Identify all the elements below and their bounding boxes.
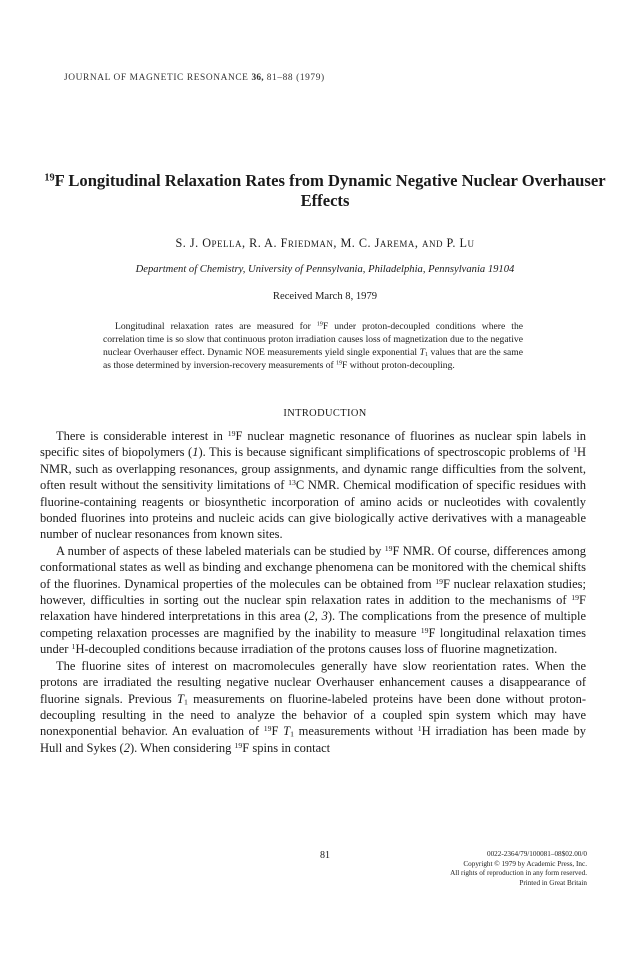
- body-sup: 1: [71, 642, 76, 652]
- body-text: F nuclear magnetic resonance of fluorines as nuclear spin labels in specific sites of biopolymers (: [40, 429, 586, 460]
- abstract: [103, 320, 523, 372]
- paragraph-3: [40, 658, 586, 756]
- body-text: measurements on fluorine-labeled proteins have been done without proton-decoupling resulting in the need to analyze the behavior of a coupled spin system which may have nonexponential behavior. An evaluation of: [40, 691, 586, 739]
- body-text: F nuclear relaxation studies; however, difficulties in sorting out the nuclear spin relaxation rates in addition to the mechanisms of: [40, 576, 586, 608]
- body-sup: 19: [227, 428, 236, 438]
- body-text: H NMR, such as overlapping resonances, group assignments, and dynamic range difficulties from the solvent, often result without the sensitivity limitations of: [40, 445, 586, 493]
- body-sup: 19: [420, 625, 429, 635]
- paragraph-1: [40, 428, 586, 543]
- body-sub: 1: [290, 729, 294, 739]
- body-text: F spins in contact: [242, 740, 331, 755]
- journal-volume: 36,: [251, 73, 264, 83]
- printed-line: Printed in Great Britain: [519, 878, 587, 887]
- abstract-sub: 1: [424, 352, 428, 359]
- body-text: A number of aspects of these labeled materials can be studied by: [56, 543, 385, 558]
- journal-header: [64, 73, 325, 83]
- body-text: The fluorine sites of interest on macromolecules generally have slow reorientation rates. When the protons are irradiated the resulting negative nuclear Overhauser enhancement causes a disappearance of fluorine signals. Previous: [40, 658, 586, 706]
- body-text: measurements without: [293, 724, 418, 739]
- article-body: [40, 428, 586, 756]
- body-text: F relaxation have hindered interpretations in this area (: [40, 593, 586, 624]
- body-text: F NMR. Of course, differences among conformational states as well as binding and exchange phenomena can be monitored with the chemical shifts of the fluorines. Dynamical properties of the molecules can be obtained from: [40, 543, 586, 591]
- journal-name: JOURNAL OF MAGNETIC RESONANCE: [64, 73, 249, 83]
- body-sup: 19: [571, 592, 580, 602]
- citation: 2: [123, 740, 130, 755]
- copyright-block: [450, 850, 587, 888]
- body-text: H-decoupled conditions because irradiation of the protons causes loss of fluorine magnetization.: [75, 642, 558, 657]
- body-sub: 1: [183, 697, 188, 707]
- abstract-symbol: T: [419, 347, 425, 358]
- body-sup: 1: [417, 724, 422, 734]
- body-text: F: [271, 724, 284, 739]
- body-symbol: T: [177, 691, 184, 706]
- author-list: S. J. Opella, R. A. Friedman, M. C. Jarema, and P. Lu: [175, 236, 475, 250]
- body-sup: 1: [573, 445, 577, 455]
- title-text: F Longitudinal Relaxation Rates from Dynamic Negative Nuclear Overhauser Effects: [54, 171, 606, 210]
- rights-line: All rights of reproduction in any form reserved.: [450, 869, 587, 878]
- body-sup: 19: [384, 543, 393, 553]
- body-text: F longitudinal relaxation times under: [40, 625, 586, 657]
- body-sup: 19: [435, 576, 443, 586]
- page-number: 81: [320, 850, 330, 861]
- body-text: C NMR. Chemical modification of specific residues with fluorine-containing reagents or biosynthetic incorporation of amino acids or nucleotides with covalently bonded fluorines into proteins and nucleic acids can give biologically active derivatives with a manageable number of nuclear resonances from known sites.: [40, 478, 586, 542]
- body-text: H irradiation has been made by Hull and Sykes (: [40, 724, 587, 755]
- publisher-code: 0022-2364/79/100081–08$02.00/0: [486, 850, 587, 858]
- abstract-text: values that are the same as those determined by inversion-recovery measurements of: [103, 347, 524, 371]
- journal-pages: 81–88 (1979): [266, 73, 325, 83]
- affiliation: Department of Chemistry, University of Pennsylvania, Philadelphia, Pennsylvania 19104: [135, 264, 515, 275]
- title-isotope: 19: [44, 172, 55, 184]
- article-title: [40, 171, 610, 211]
- abstract-sup: 19: [336, 360, 343, 367]
- abstract-text: F without proton-decoupling.: [342, 360, 455, 371]
- body-sup: 19: [234, 740, 243, 750]
- body-sup: 13: [288, 477, 296, 487]
- body-text: There is considerable interest in: [56, 429, 228, 443]
- paragraph-2: [40, 543, 586, 658]
- body-sup: 19: [263, 724, 272, 734]
- section-heading: INTRODUCTION: [283, 408, 367, 419]
- citation: 1: [192, 445, 199, 460]
- body-text: ). When considering: [129, 740, 235, 755]
- body-symbol: T: [283, 724, 291, 739]
- body-text: ). The complications from the presence of multiple competing relaxation processes are magnified by the inability to measure: [40, 609, 587, 640]
- abstract-sup: 19: [316, 321, 323, 328]
- received-date: Received March 8, 1979: [272, 291, 378, 302]
- copyright-line: Copyright © 1979 by Academic Press, Inc.: [463, 859, 587, 868]
- body-text: ). This is because significant simplifications of spectroscopic problems of: [198, 445, 574, 460]
- citation: 2, 3: [308, 609, 328, 624]
- abstract-text: F under proton-decoupled conditions where the correlation time is so slow that continuous proton irradiation causes loss of magnetization due to the negative nuclear Overhauser effect. Dynamic NOE measurements yield single exponential: [103, 321, 524, 358]
- abstract-text: Longitudinal relaxation rates are measured for: [115, 321, 317, 332]
